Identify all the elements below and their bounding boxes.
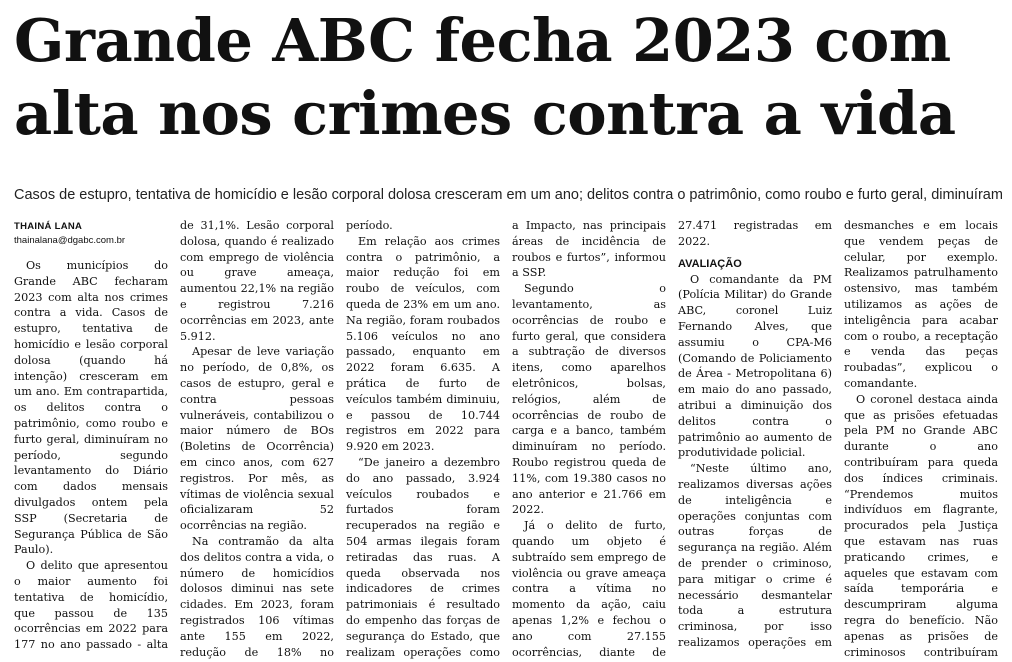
paragraph-continued: de 31,1%. Lesão corporal dolosa, quando é realizado com emprego de violência ou grave ameaça, aumentou 22,1% na região e registrou 7.216 ocorrências em 2023, ante 5.912. [180, 219, 334, 343]
paragraph-continued: período. [346, 219, 393, 232]
column-5 [678, 218, 832, 651]
headline [14, 4, 1004, 150]
byline-email[interactable]: thainalana@dgabc.com.br [14, 235, 126, 246]
paragraph: O delito que apresentou o maior aumento foi tentativa de homicídio, que passou de 135 ocorrências em 2022 para 177 no ano passado - alta [14, 559, 168, 652]
article-body [14, 218, 1004, 662]
column-3 [346, 218, 500, 660]
paragraph: Apesar de leve variação no período, de 0,8%, os casos de estupro, geral e contra pessoas vulneráveis, contabilizou o maior número de BOs (Boletins de Ocorrência) em cinco anos, com 627 registros. Por mês, as vítimas de violência sexual oficializaram 52 ocorrências na região. [180, 345, 334, 533]
paragraph: Na contramão da alta dos delitos contra a vida, o número de homicídios dolosos diminui nas sete cidades. Em 2023, foram registrados 106 vítimas ante 155 em 2022, redução de 18% no [180, 534, 334, 659]
paragraph: Segundo o levantamento, as ocorrências de roubo e furto geral, que considera a subtração de diversos itens, como aparelhos eletrônicos, bolsas, relógios, além de ocorrências de roubo de carga e a banco, também diminuíram no período. Roubo registrou queda de 11%, com 19.380 casos no ano anterior e 21.766 em 2022. [512, 282, 666, 517]
column-6 [844, 218, 998, 660]
paragraph-continued: a Impacto, nas principais áreas de incidência de roubos e furtos”, informou a SSP. [512, 219, 666, 280]
column-4 [512, 218, 666, 660]
headline-line-1: Grande ABC fecha 2023 com [14, 6, 951, 75]
headline-line-2: alta nos crimes contra a vida [14, 79, 956, 148]
paragraph: Já o delito de furto, quando um objeto é subtraído sem emprego de violência ou grave ameaça contra a vítima no momento da ação, caiu apenas 1,2% e fechou o ano com 27.155 ocorrências, diante de [512, 519, 666, 659]
paragraph: O comandante da PM (Polícia Militar) do Grande ABC, coronel Luiz Fernando Alves, que assumiu o CPA-M6 (Comando de Policiamento de Área - Metropolitana 6) em maio do ano passado, atribui a diminuição dos delitos contra o patrimônio ao aumento de produtividade policial. [678, 272, 832, 460]
column-2 [180, 218, 334, 660]
column-1 [14, 218, 168, 653]
byline-author: THAINÁ LANA [14, 221, 83, 232]
paragraph: “Neste último ano, realizamos diversas ações de inteligência e operações conjuntas com outras forças de segurança na região. Além de prender o criminoso, para mitigar o crime é necessário desmantelar toda a estrutura criminosa, por isso realizamos operações em [678, 462, 832, 649]
paragraph-continued: desmanches e em locais que vendem peças de celular, por exemplo. Realizamos patrulhamento ostensivo, mas também utilizamos as ações de inteligência para acabar com o roubo, a receptação e venda das peças roubadas”, explicou o comandante. [844, 219, 998, 390]
paragraph: O coronel destaca ainda que as prisões efetuadas pela PM no Grande ABC durante o ano contribuíram para queda dos índices criminais. “Prendemos muitos indivíduos em flagrante, procurados pela Justiça que estavam nas ruas praticando crimes, e aqueles que estavam com saída temporária e descumpriram alguma regra do benefício. Não apenas as prisões de criminosos contribuíram [844, 392, 998, 659]
subheadline: Casos de estupro, tentativa de homicídio e lesão corporal dolosa cresceram em um ano; delitos contra o patrimônio, como roubo e furto geral, diminuíram [14, 187, 1003, 203]
paragraph-continued: 27.471 registradas em 2022. [678, 219, 832, 248]
paragraph: Os municípios do Grande ABC fecharam 2023 com alta nos crimes contra a vida. Casos de estupro, tentativa de homicídio e lesão corporal dolosa (quando há intenção) cresceram em um ano. Em contrapartida, os delitos contra o patrimônio, como roubo e furto geral, diminuíram no período, segundo levantamento do Diário com dados mensais divulgados ontem pela SSP (Secretaria de Segurança Pública de São Paulo). [14, 259, 168, 557]
paragraph: “De janeiro a dezembro do ano passado, 3.924 veículos roubados e furtados foram recuperados na região e 504 armas ilegais foram retiradas das ruas. A queda observada nos indicadores de crimes patrimoniais é resultado do empenho das forças de segurança do Estado, que realizam operações como [346, 455, 500, 659]
paragraph: Em relação aos crimes contra o patrimônio, a maior redução foi em roubo de veículos, com queda de 23% em um ano. Na região, foram roubados 5.106 veículos no ano passado, enquanto em 2022 foram 6.635. A prática de furto de veículos também diminuiu, e passou de 10.744 registros em 2022 para 9.920 em 2023. [346, 234, 500, 454]
section-heading: AVALIAÇÃO [678, 257, 742, 270]
